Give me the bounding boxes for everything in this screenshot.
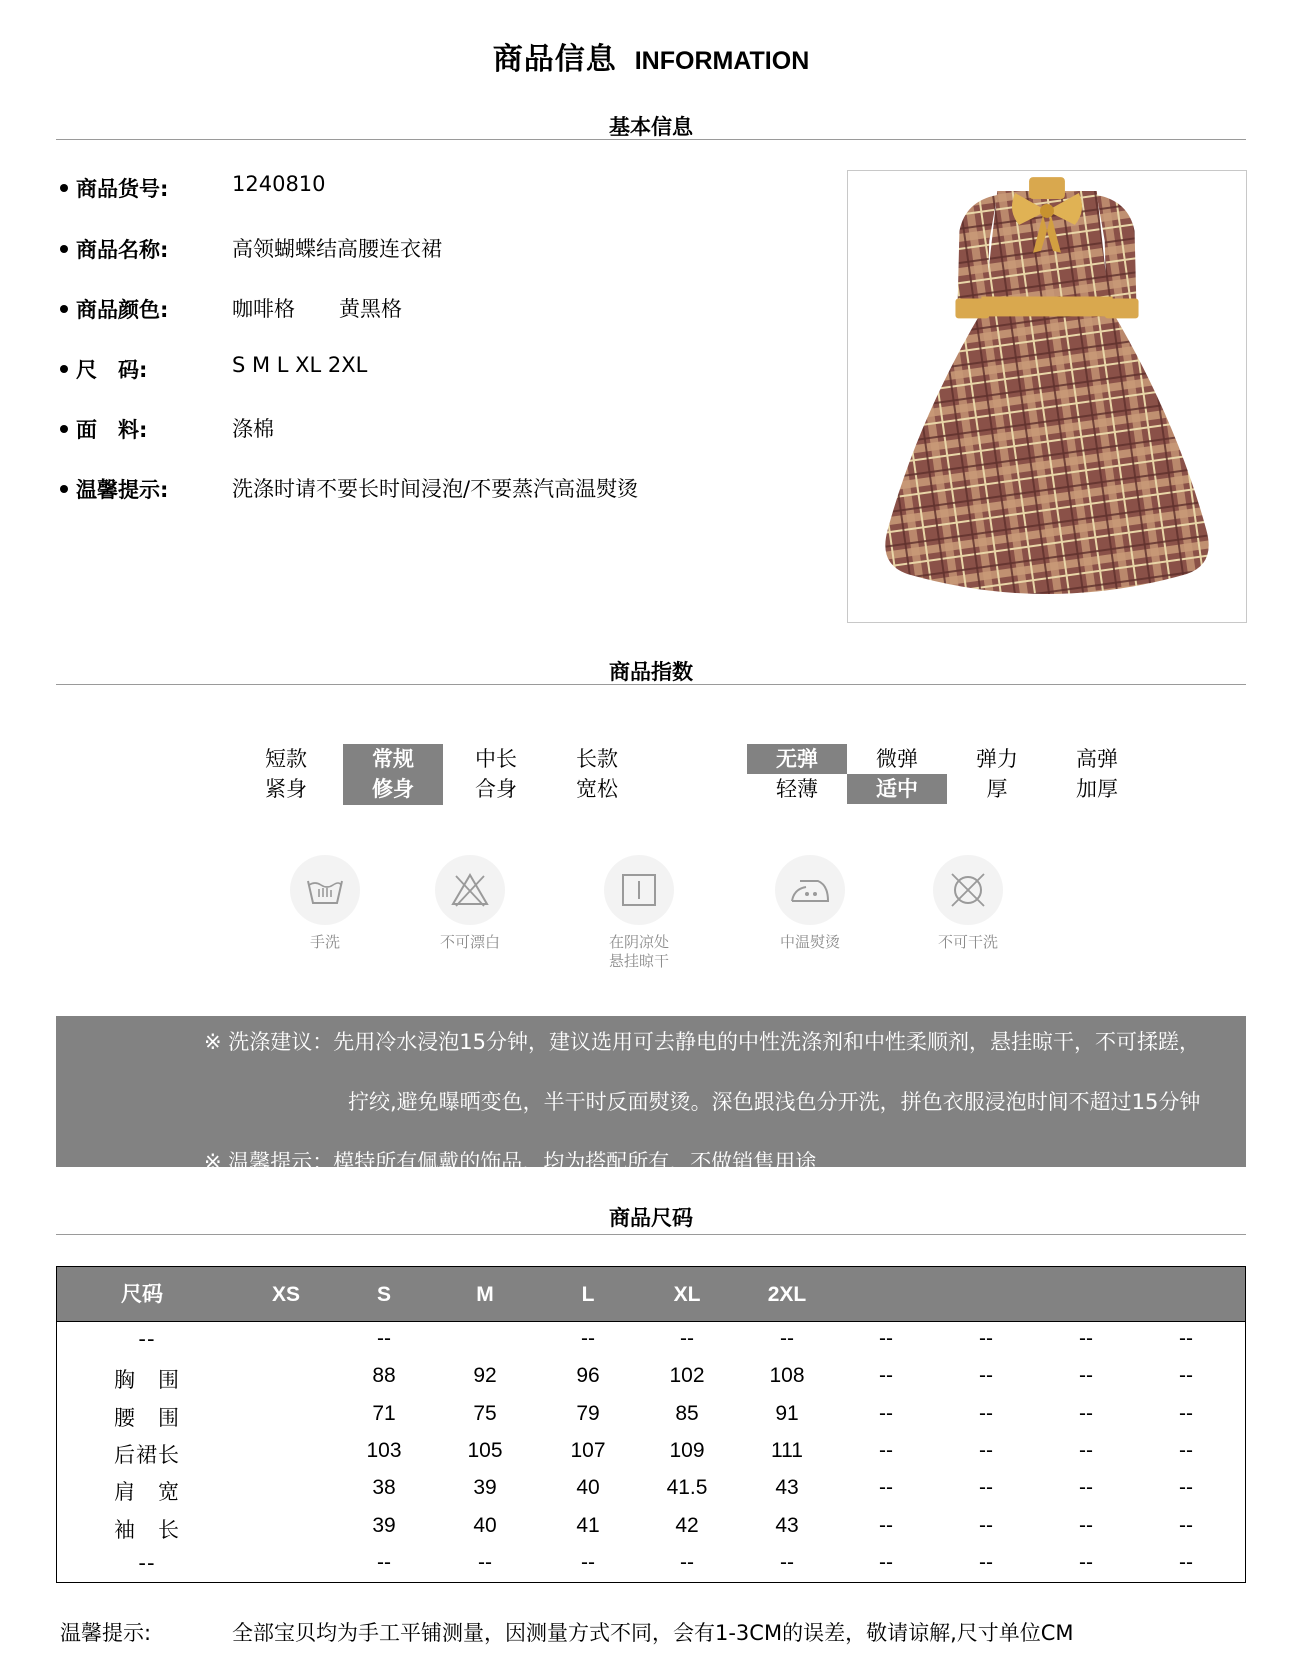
table-cell: 41 [576,1513,600,1537]
header-cell: XS [271,1283,300,1306]
table-cell: 43 [775,1476,799,1500]
bullet-icon [60,485,68,493]
scale-length-regular-selected: 常规 修身 [343,744,443,805]
table-cell: -- [1079,1550,1093,1574]
table-cell: -- [1079,1476,1093,1500]
table-cell: 40 [473,1513,497,1537]
bullet-icon [60,425,68,433]
table-cell: -- [1179,1476,1193,1500]
care-medium-iron: 中温熨烫 [755,855,865,952]
row-label: 后裙长 [114,1442,180,1467]
table-cell: -- [1179,1364,1193,1388]
table-cell: -- [1179,1513,1193,1537]
table-cell: -- [879,1513,893,1537]
care-no-bleach: 不可漂白 [415,855,525,952]
table-cell: -- [979,1327,993,1350]
info-value-name: 高领蝴蝶结高腰连衣裙 [232,237,442,261]
table-cell: -- [780,1327,794,1350]
table-cell: 105 [467,1438,503,1462]
scale-elastic-slight: 微弹 [876,747,918,771]
header-cell: 尺码 [121,1282,163,1306]
table-cell: -- [879,1438,893,1462]
info-value-fabric: 涤棉 [232,417,274,441]
scale-elastic-high: 高弹 [1076,747,1118,771]
table-cell: 39 [473,1476,497,1500]
info-label-tip: 温馨提示: [60,474,168,504]
notice-line-2: 拧绞,避免曝晒变色，半干时反面熨烫。深色跟浅色分开洗，拼色衣服浸泡时间不超过15分钟 [348,1090,1201,1114]
header-cell: 2XL [767,1283,807,1306]
table-cell: -- [581,1327,595,1350]
table-cell: -- [680,1327,694,1350]
row-label: 腰 围 [114,1405,180,1430]
table-cell: 109 [669,1438,705,1462]
table-cell: 38 [372,1476,396,1500]
scale-thickness-extra: 加厚 [1076,777,1118,801]
table-cell: 96 [576,1364,600,1388]
no-dry-clean-icon [933,855,1003,925]
table-cell: 91 [775,1401,799,1425]
table-cell: 39 [372,1513,396,1537]
table-cell: 75 [473,1401,497,1425]
size-table [56,1266,1246,1583]
divider [56,139,1246,140]
header-cell: L [581,1283,595,1306]
table-cell: -- [979,1364,993,1388]
info-label-name: 商品名称: [60,234,168,264]
info-label-sku: 商品货号: [60,173,168,203]
table-cell: 79 [576,1401,600,1425]
care-no-dry-clean: 不可干洗 [913,855,1023,952]
title-en: INFORMATION [634,47,810,75]
table-cell: 41.5 [666,1476,708,1500]
row-label: 胸 围 [114,1368,180,1393]
medium-iron-icon [775,855,845,925]
scale-thickness-thick: 厚 [986,777,1008,801]
table-cell: -- [879,1476,893,1500]
info-label-size: 尺 码: [60,354,147,384]
table-cell: -- [979,1401,993,1425]
divider [56,684,1246,685]
scale-length-short: 短款 紧身 [265,747,307,801]
info-label-color: 商品颜色: [60,294,168,324]
footer-text: 全部宝贝均为手工平铺测量，因测量方式不同，会有1-3CM的误差，敬请谅解,尺寸单位CM [232,1621,1074,1645]
table-cell: -- [1079,1438,1093,1462]
table-cell: -- [979,1476,993,1500]
table-cell: 103 [366,1438,402,1462]
section-title-basic: 基本信息 [609,115,693,139]
scale-elastic-none-selected: 无弹 [747,744,847,774]
table-cell: 88 [372,1364,396,1388]
info-value-tip: 洗涤时请不要长时间浸泡/不要蒸汽高温熨烫 [232,477,639,501]
table-cell: 111 [771,1438,803,1462]
table-cell: -- [979,1438,993,1462]
table-cell: -- [879,1364,893,1388]
table-cell: 85 [675,1401,699,1425]
table-cell: 40 [576,1476,600,1500]
table-cell: -- [377,1550,391,1574]
scale-length-long: 长款 宽松 [576,747,618,801]
table-cell: 107 [570,1438,606,1462]
table-cell: -- [1179,1438,1193,1462]
table-cell: -- [1079,1513,1093,1537]
table-cell: -- [979,1550,993,1574]
header-cell: S [376,1283,391,1306]
care-hand-wash: 手洗 [270,855,380,952]
table-cell: -- [478,1550,492,1574]
table-cell: -- [377,1327,391,1350]
color-option: 咖啡格 [232,297,295,321]
header-cell: XL [673,1283,701,1306]
info-value-color [232,293,402,323]
info-label-fabric: 面 料: [60,414,147,444]
table-cell: -- [680,1550,694,1574]
row-label: 肩 宽 [114,1480,180,1505]
table-cell: -- [1179,1401,1193,1425]
notice-line-1: ※ 洗涤建议：先用冷水浸泡15分钟，建议选用可去静电的中性洗涤剂和中性柔顺剂，悬挂晾干，不可揉蹉， [204,1030,1200,1054]
scale-length-medium: 中长 合身 [475,747,517,801]
washing-notice [56,1016,1246,1174]
shade-dry-icon [604,855,674,925]
title-cn: 商品信息 [492,42,617,77]
footer-label: 温馨提示: [60,1621,152,1645]
row-label: 袖 长 [114,1517,180,1542]
bullet-icon [60,245,68,253]
bullet-icon [60,305,68,313]
table-cell: -- [1079,1401,1093,1425]
table-cell: 43 [775,1513,799,1537]
table-cell: 71 [372,1401,396,1425]
table-cell: -- [879,1550,893,1574]
info-value-size: S M L XL 2XL [232,353,368,377]
table-cell: -- [581,1550,595,1574]
scale-thickness-thin: 轻薄 [776,777,818,801]
notice-line-3: ※ 温馨提示：模特所有佩戴的饰品，均为搭配所有，不做销售用途 [204,1150,817,1174]
table-cell: -- [1079,1364,1093,1388]
table-cell: -- [879,1327,893,1350]
table-cell: 92 [473,1364,497,1388]
hand-wash-icon [290,855,360,925]
section-title-index: 商品指数 [609,660,693,684]
table-cell: -- [1079,1327,1093,1350]
row-label: -- [138,1550,156,1575]
header-cell: M [476,1283,494,1306]
table-cell: 108 [769,1364,805,1388]
page-title [0,34,1302,78]
care-shade-dry: 在阴凉处 悬挂晾干 [584,855,694,971]
row-label: -- [138,1327,156,1351]
section-title-size: 商品尺码 [609,1206,693,1230]
table-cell: -- [879,1401,893,1425]
bullet-icon [60,365,68,373]
size-table-header [57,1267,1245,1322]
table-cell: -- [979,1513,993,1537]
divider [56,1234,1246,1235]
scale-thickness-medium-selected: 适中 [847,774,947,804]
info-value-sku: 1240810 [232,172,326,196]
scale-elastic-stretch: 弹力 [976,747,1018,771]
table-cell: 42 [675,1513,699,1537]
table-cell: -- [1179,1327,1193,1350]
table-cell: -- [780,1550,794,1574]
product-image [847,170,1247,623]
no-bleach-icon [435,855,505,925]
table-cell: 102 [669,1364,705,1388]
color-option: 黄黑格 [339,297,402,321]
bullet-icon [60,184,68,192]
table-cell: -- [1179,1550,1193,1574]
